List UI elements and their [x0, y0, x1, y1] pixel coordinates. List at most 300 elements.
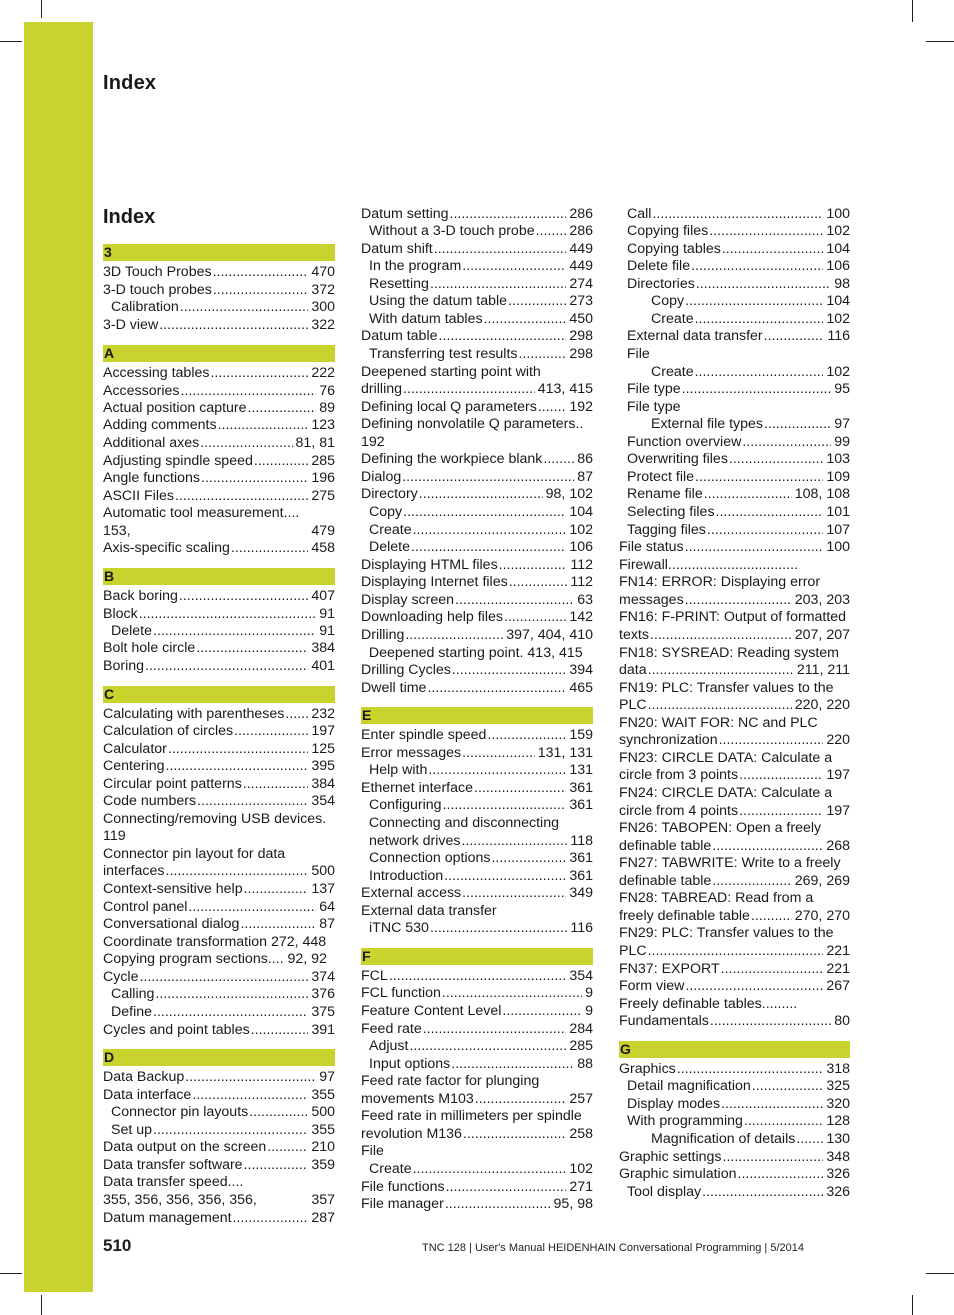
index-entry — [103, 606, 335, 623]
index-entry-label: Using the datum table — [369, 293, 508, 309]
index-entry-page: 320 — [826, 1096, 850, 1112]
index-entry — [619, 767, 850, 784]
index-entry-page: 374 — [311, 969, 335, 985]
index-entry-page: 81, 81 — [295, 435, 335, 451]
index-entry — [361, 780, 593, 797]
index-entry-label: Display screen — [361, 592, 455, 608]
index-subentry — [361, 258, 593, 275]
index-entry-label: External access — [361, 885, 462, 901]
index-entry-label: Drilling Cycles — [361, 662, 451, 678]
index-entry-page: 354 — [311, 793, 335, 809]
index-entry-label: Accessing tables — [103, 365, 210, 381]
dot-leader — [192, 1087, 308, 1104]
index-entry-page: 106 — [826, 258, 850, 274]
index-entry-page: 391 — [311, 1022, 335, 1038]
index-entry-text: 192 — [361, 434, 385, 450]
section-letter-band: F — [361, 948, 593, 965]
index-entry-label: circle from 4 points — [619, 803, 739, 819]
index-entry-label: Calculator — [103, 741, 167, 757]
index-entry — [619, 803, 850, 820]
dot-leader — [707, 522, 823, 539]
index-entry-page: 9 — [585, 1003, 593, 1019]
index-entry-label: Code numbers — [103, 793, 197, 809]
dot-leader — [180, 299, 309, 316]
page-number: 510 — [103, 1236, 132, 1255]
dot-leader — [461, 833, 567, 850]
index-entry-label: Magnification of details — [651, 1131, 796, 1147]
index-entry-page: 348 — [826, 1149, 850, 1165]
index-entry-label: Data transfer software — [103, 1157, 243, 1173]
index-entry — [103, 723, 335, 740]
index-entry — [361, 727, 593, 744]
index-subentry — [619, 434, 850, 451]
index-entry-label: messages — [619, 592, 684, 608]
index-entry-label: drilling — [361, 381, 403, 397]
index-entry-page: 258 — [569, 1126, 593, 1142]
dot-leader — [155, 986, 308, 1003]
index-entry-page: 354 — [569, 968, 593, 984]
index-entry-label: Datum shift — [361, 241, 433, 257]
index-subentry — [361, 833, 593, 850]
dot-leader — [739, 803, 823, 820]
index-entry-label: 3-D view — [103, 317, 159, 333]
index-entry-page: 257 — [569, 1091, 593, 1107]
index-entry-page: 349 — [569, 885, 593, 901]
crop-mark — [41, 1295, 42, 1315]
index-entry — [103, 282, 335, 299]
index-entry-label: Block — [103, 606, 138, 622]
dot-leader — [474, 780, 566, 797]
dot-leader — [696, 276, 831, 293]
index-subentry — [361, 346, 593, 363]
index-entry-label: synchronization — [619, 732, 718, 748]
index-entry — [103, 916, 335, 933]
index-entry-page: 361 — [569, 797, 593, 813]
dot-leader — [685, 592, 792, 609]
dot-leader — [504, 609, 566, 626]
dot-leader — [439, 328, 567, 345]
index-entry-label: 3-D touch probes — [103, 282, 212, 298]
index-entry-page: 458 — [311, 540, 335, 556]
index-entry — [103, 1069, 335, 1086]
index-entry — [361, 592, 593, 609]
index-entry-text: Freely definable tables......... — [619, 996, 798, 1012]
index-entry-label: File manager — [361, 1196, 444, 1212]
dot-leader — [427, 680, 566, 697]
index-entry — [103, 640, 335, 657]
index-entry-text: FN16: F-PRINT: Output of formatted — [619, 609, 847, 625]
index-entry-label: Data output on the screen — [103, 1139, 267, 1155]
index-entry-label: Dialog — [361, 469, 402, 485]
index-entry — [361, 451, 593, 468]
index-entry-label: Downloading help files — [361, 609, 503, 625]
index-entry — [103, 1210, 335, 1227]
index-subentry — [361, 276, 593, 293]
index-entry-page: 275 — [311, 488, 335, 504]
index-entry — [619, 978, 850, 995]
dot-leader — [446, 1179, 567, 1196]
index-entry — [361, 557, 593, 574]
index-entry-text: FN19: PLC: Transfer values to the — [619, 680, 834, 696]
index-entry-label: Graphics — [619, 1061, 676, 1077]
index-entry — [619, 1061, 850, 1078]
index-entry-page: 355 — [311, 1087, 335, 1103]
dot-leader — [145, 658, 308, 675]
index-subentry — [619, 311, 850, 328]
index-entry-label: freely definable table — [619, 908, 750, 924]
index-entry-label: Delete — [111, 623, 153, 639]
index-subentry — [619, 1096, 850, 1113]
crop-mark — [0, 41, 22, 42]
index-entry-page: 102 — [826, 223, 850, 239]
index-entry-page: 232 — [311, 706, 335, 722]
index-entry-page: 104 — [826, 241, 850, 257]
dot-leader — [695, 469, 823, 486]
index-subentry — [619, 1113, 850, 1130]
index-entry-page: 357 — [311, 1192, 335, 1208]
index-subentry — [361, 293, 593, 310]
dot-leader — [413, 522, 567, 539]
dot-leader — [648, 697, 792, 714]
index-entry — [619, 627, 850, 644]
index-entry-page: 112 — [570, 574, 593, 590]
dot-leader — [462, 258, 566, 275]
index-entry-page: 104 — [569, 504, 593, 520]
index-subentry — [361, 797, 593, 814]
index-entry-page: 95 — [834, 381, 850, 397]
dot-leader — [213, 282, 308, 299]
dot-leader — [254, 453, 308, 470]
index-entry — [103, 1087, 335, 1104]
index-entry-text: Coordinate transformation 272, 448 — [103, 934, 327, 950]
index-entry-label: Graphic simulation — [619, 1166, 737, 1182]
index-entry-label: ASCII Files — [103, 488, 174, 504]
index-entry-text: Deepened starting point. 413, 415 — [361, 645, 583, 661]
index-entry-text: Connecting and disconnecting — [361, 815, 559, 831]
index-entry-label: definable table — [619, 838, 712, 854]
dot-leader — [196, 640, 308, 657]
index-entry-page: 286 — [569, 206, 593, 222]
index-entry-page: 108, 108 — [794, 486, 850, 502]
index-entry — [103, 588, 335, 605]
index-entry-page: 355 — [311, 1122, 335, 1138]
index-entry — [619, 961, 850, 978]
index-entry-page: 116 — [570, 920, 593, 936]
index-entry-page: 118 — [570, 833, 593, 849]
index-entry-label: Bolt hole circle — [103, 640, 196, 656]
dot-leader — [139, 606, 317, 623]
index-heading: Index — [103, 206, 156, 228]
dot-leader — [153, 1004, 308, 1021]
index-entry — [361, 680, 593, 697]
index-entry-label: Transferring test results — [369, 346, 518, 362]
index-entry-label: Help with — [369, 762, 428, 778]
index-entry-label: Ethernet interface — [361, 780, 473, 796]
index-entry-page: 221 — [826, 961, 850, 977]
index-entry-text: Defining nonvolatile Q parameters.. — [361, 416, 584, 432]
index-subentry — [361, 850, 593, 867]
index-entry-page: 500 — [311, 1104, 335, 1120]
index-subentry — [619, 381, 850, 398]
index-subentry — [361, 762, 593, 779]
dot-leader — [455, 592, 574, 609]
index-entry — [619, 873, 850, 890]
index-subentry — [619, 1184, 850, 1201]
index-subentry — [619, 364, 850, 381]
index-entry-text: FN28: TABREAD: Read from a — [619, 890, 814, 906]
index-entry-page: 64 — [319, 899, 335, 915]
index-subentry — [619, 522, 850, 539]
index-entry-page: 372 — [311, 282, 335, 298]
index-entry-page: 102 — [569, 522, 593, 538]
dot-leader — [710, 1013, 831, 1030]
index-entry — [361, 1196, 593, 1213]
index-entry-page: 98 — [834, 276, 850, 292]
footer-text: TNC 128 | User's Manual HEIDENHAIN Conversational Programming | 5/2014 — [422, 1242, 804, 1254]
dot-leader — [764, 416, 831, 433]
index-subentry — [361, 223, 593, 240]
index-entry-label: interfaces — [103, 863, 165, 879]
index-entry-page: 210 — [311, 1139, 335, 1155]
index-entry-page: 222 — [311, 365, 335, 381]
dot-leader — [685, 978, 823, 995]
dot-leader — [389, 968, 567, 985]
index-entry — [361, 885, 593, 902]
index-entry-label: With programming — [627, 1113, 743, 1129]
dot-leader — [442, 985, 582, 1002]
dot-leader — [652, 206, 823, 223]
index-entry — [361, 609, 593, 626]
index-entry — [103, 758, 335, 775]
index-entry — [619, 1166, 850, 1183]
index-entry-page: 76 — [319, 383, 335, 399]
index-entry-label: Form view — [619, 978, 685, 994]
dot-leader — [704, 486, 792, 503]
index-entry — [619, 1013, 850, 1030]
index-subentry — [619, 241, 850, 258]
index-entry-page: 270, 270 — [794, 908, 850, 924]
index-entry — [361, 662, 593, 679]
index-entry-label: Cycle — [103, 969, 139, 985]
index-entry — [103, 1157, 335, 1174]
index-entry-page: 97 — [319, 1069, 335, 1085]
index-entry-pages: 355, 356, 356, 356, 356, — [103, 1192, 257, 1208]
dot-leader — [434, 241, 567, 258]
index-entry-label: Displaying Internet files — [361, 574, 508, 590]
index-entry-page: 203, 203 — [794, 592, 850, 608]
section-letter-band: A — [103, 345, 335, 362]
dot-leader — [201, 470, 308, 487]
index-entry-pages: 153, — [103, 523, 131, 539]
index-subentry — [103, 623, 335, 640]
dot-leader — [648, 662, 794, 679]
index-entry — [103, 1139, 335, 1156]
index-entry-label: Set up — [111, 1122, 153, 1138]
index-entry — [103, 899, 335, 916]
index-entry-page: 142 — [569, 609, 593, 625]
dot-leader — [180, 383, 316, 400]
index-entry-page: 100 — [826, 206, 850, 222]
index-entry-page: 196 — [311, 470, 335, 486]
index-entry-page: 89 — [319, 400, 335, 416]
index-entry — [103, 264, 335, 281]
index-entry-page: 285 — [569, 1038, 593, 1054]
index-entry-page: 87 — [577, 469, 593, 485]
index-entry-page: 80 — [834, 1013, 850, 1029]
dot-leader — [413, 1161, 567, 1178]
index-entry-page: 284 — [569, 1021, 593, 1037]
index-entry-label: Calibration — [111, 299, 179, 315]
dot-leader — [729, 451, 823, 468]
index-entry-text: FN14: ERROR: Displaying error — [619, 574, 821, 590]
index-entry-page: 221 — [826, 943, 850, 959]
index-entry-label: Graphic settings — [619, 1149, 722, 1165]
index-entry-page: 197 — [826, 803, 850, 819]
index-subentry — [361, 539, 593, 556]
index-subentry — [619, 328, 850, 345]
index-entry-label: Copy — [369, 504, 403, 520]
dot-leader — [403, 504, 566, 521]
index-entry-page: 86 — [577, 451, 593, 467]
index-entry-page: 318 — [826, 1061, 850, 1077]
index-entry-page: 102 — [569, 1161, 593, 1177]
index-entry — [103, 470, 335, 487]
index-entry-label: With datum tables — [369, 311, 483, 327]
index-entry-label: In the program — [369, 258, 462, 274]
index-entry-page: 359 — [311, 1157, 335, 1173]
dot-leader — [712, 873, 791, 890]
index-subentry — [619, 293, 850, 310]
index-entry — [361, 1126, 593, 1143]
index-entry-label: Data Backup — [103, 1069, 185, 1085]
dot-leader — [285, 706, 308, 723]
index-entry-label: Overwriting files — [627, 451, 728, 467]
dot-leader — [752, 1078, 824, 1095]
index-entry-label: Adjusting spindle speed — [103, 453, 253, 469]
index-subentry — [361, 504, 593, 521]
index-entry-page: 220, 220 — [794, 697, 850, 713]
index-entry-label: Displaying HTML files — [361, 557, 498, 573]
section-letter-band: C — [103, 686, 335, 703]
dot-leader — [428, 762, 566, 779]
index-entry-label: Calling — [111, 986, 155, 1002]
index-entry-page: 397, 404, 410 — [506, 627, 593, 643]
index-entry-text: Automatic tool measurement.... — [103, 505, 300, 521]
index-subentry — [361, 522, 593, 539]
index-entry-text: FN26: TABOPEN: Open a freely — [619, 820, 822, 836]
index-entry-label: Copying tables — [627, 241, 721, 257]
index-entry-label: Configuring — [369, 797, 442, 813]
index-entry-label: Data interface — [103, 1087, 192, 1103]
index-entry-page: 95, 98 — [553, 1196, 593, 1212]
index-entry-text: Deepened starting point with — [361, 364, 541, 380]
dot-leader — [519, 346, 567, 363]
crop-mark — [912, 0, 913, 22]
index-entry-page: 101 — [826, 504, 850, 520]
index-entry-page: 407 — [311, 588, 335, 604]
dot-leader — [405, 627, 503, 644]
dot-leader — [702, 1184, 823, 1201]
dot-leader — [462, 885, 566, 902]
index-entry-page: 298 — [569, 346, 593, 362]
index-entry-text: Data transfer speed.... — [103, 1174, 244, 1190]
dot-leader — [450, 206, 567, 223]
index-entry-text: FN24: CIRCLE DATA: Calculate a — [619, 785, 833, 801]
index-entry-label: Datum setting — [361, 206, 449, 222]
index-entry-label: Datum table — [361, 328, 438, 344]
index-entry-page: 207, 207 — [794, 627, 850, 643]
crop-mark — [0, 1273, 22, 1274]
index-entry-label: Calculating with parentheses — [103, 706, 285, 722]
index-entry-label: PLC — [619, 697, 647, 713]
dot-leader — [648, 943, 824, 960]
index-subentry — [619, 416, 850, 433]
index-entry-label: definable table — [619, 873, 712, 889]
dot-leader — [231, 540, 308, 557]
index-entry — [103, 776, 335, 793]
index-entry — [361, 1021, 593, 1038]
dot-leader — [491, 850, 566, 867]
index-entry-page: 107 — [826, 522, 850, 538]
index-entry-text: Feed rate factor for plunging — [361, 1073, 540, 1089]
index-entry-label: Datum management — [103, 1210, 232, 1226]
index-entry — [619, 697, 850, 714]
index-entry-label: Without a 3-D touch probe — [369, 223, 535, 239]
index-entry-page: 325 — [826, 1078, 850, 1094]
index-entry-label: File status — [619, 539, 684, 555]
index-entry — [619, 539, 850, 556]
index-entry-page: 91 — [319, 623, 335, 639]
index-entry-page: 131 — [569, 762, 593, 778]
index-entry-page: 326 — [826, 1184, 850, 1200]
index-entry-page: 300 — [311, 299, 335, 315]
index-entry-label: Angle functions — [103, 470, 201, 486]
dot-leader — [719, 732, 824, 749]
dot-leader — [251, 1022, 309, 1039]
index-subentry — [619, 451, 850, 468]
section-letter-band: 3 — [103, 244, 335, 261]
index-entry-label: Rename file — [627, 486, 703, 502]
index-entry-page: 450 — [569, 311, 593, 327]
index-entry-label: Create — [369, 522, 412, 538]
dot-leader — [243, 776, 309, 793]
index-entry-page: 106 — [569, 539, 593, 555]
index-entry-text: File — [619, 346, 650, 362]
index-entry-label: File type — [627, 381, 681, 397]
index-entry-label: FCL function — [361, 985, 441, 1001]
index-entry-page: 470 — [311, 264, 335, 280]
dot-leader — [721, 961, 824, 978]
index-entry — [103, 793, 335, 810]
index-entry-label: Directory — [361, 486, 418, 502]
index-subentry — [619, 276, 850, 293]
index-entry-text: File type — [619, 399, 681, 415]
dot-leader — [723, 1149, 824, 1166]
dot-leader — [716, 504, 824, 521]
index-entry — [103, 1192, 335, 1209]
dot-leader — [538, 399, 566, 416]
index-entry-page: 87 — [319, 916, 335, 932]
index-entry-text: FN23: CIRCLE DATA: Calculate a — [619, 750, 833, 766]
index-entry-label: Defining local Q parameters — [361, 399, 537, 415]
dot-leader — [197, 793, 308, 810]
index-entry-label: Create — [651, 311, 694, 327]
dot-leader — [751, 908, 792, 925]
dot-leader — [244, 1157, 309, 1174]
dot-leader — [682, 381, 832, 398]
dot-leader — [451, 1056, 574, 1073]
index-subentry — [619, 223, 850, 240]
